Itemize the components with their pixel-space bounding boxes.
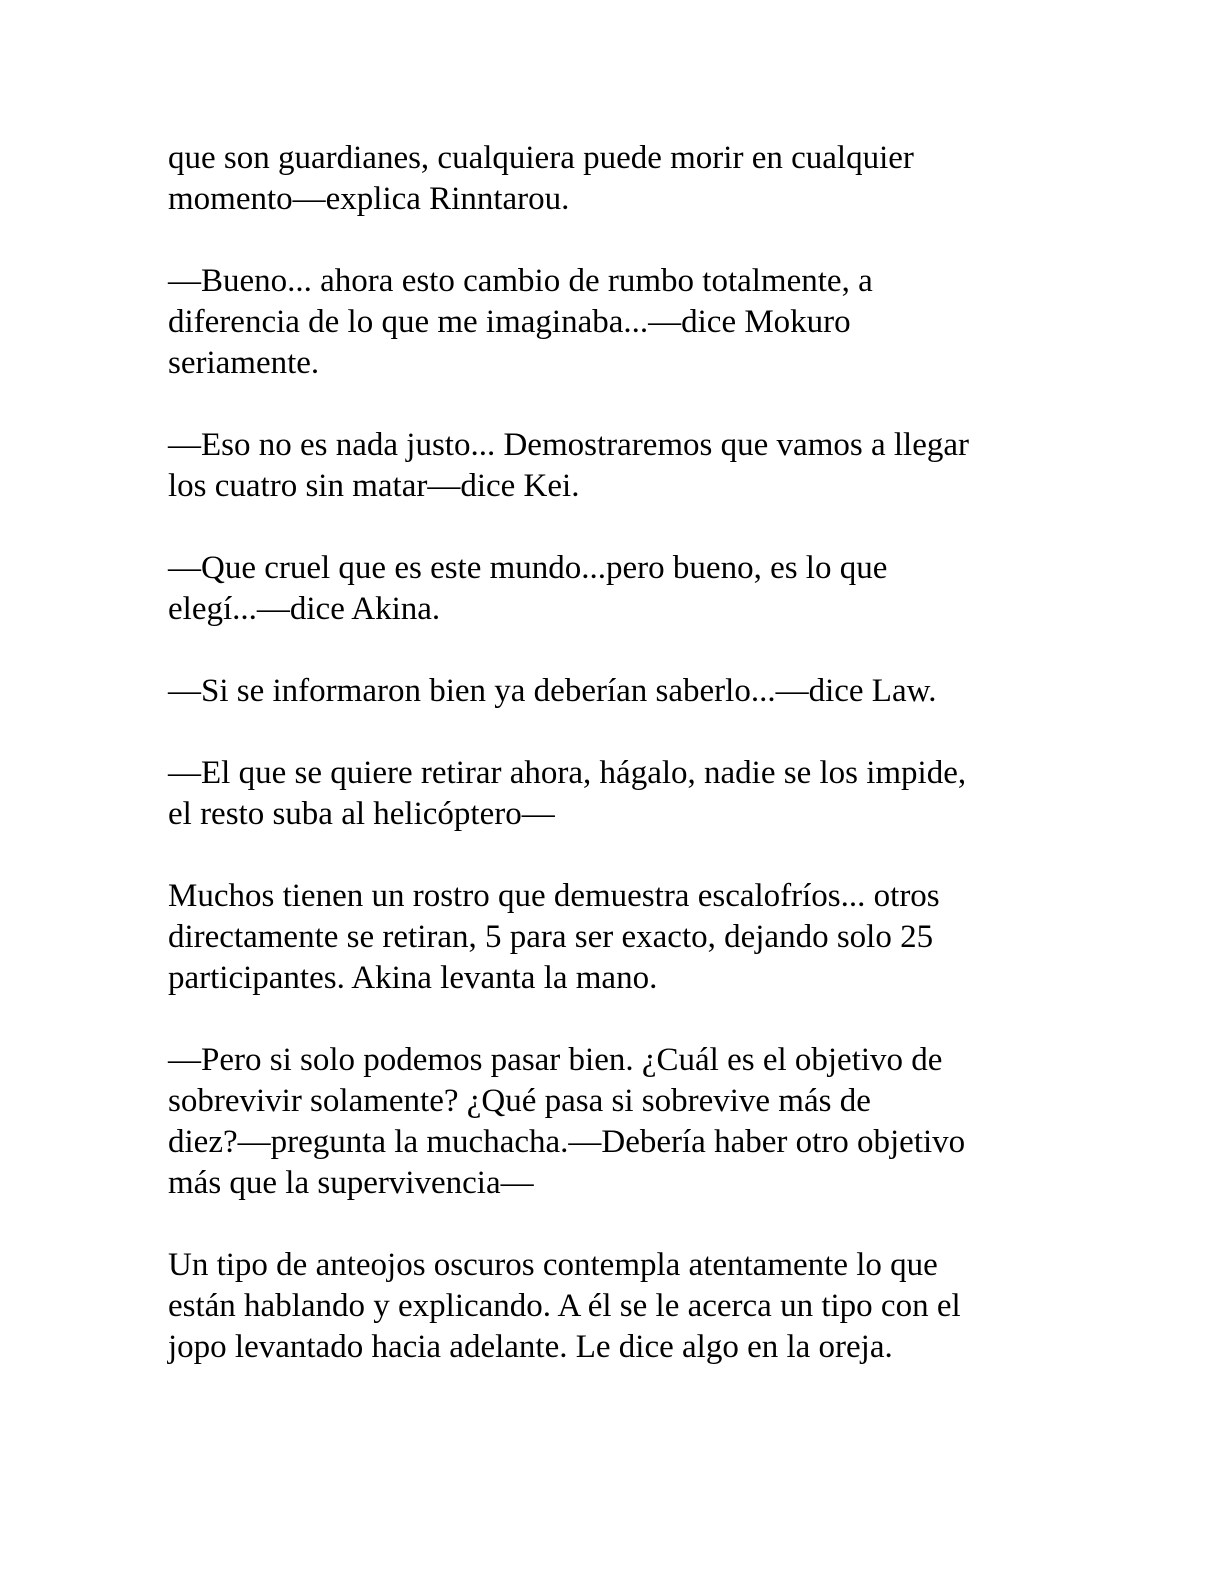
paragraph-5 <box>168 671 1048 712</box>
text-line: elegí...—dice Akina. <box>168 591 441 627</box>
text-line: el resto suba al helicóptero— <box>168 796 555 832</box>
text-line: seriamente. <box>168 345 320 381</box>
text-line: diferencia de lo que me imaginaba...—dice Mokuro <box>168 304 851 340</box>
text-line: —Eso no es nada justo... Demostraremos que vamos a llegar <box>168 427 969 463</box>
text-line: Un tipo de anteojos oscuros contempla atentamente lo que <box>168 1247 938 1283</box>
text-line: jopo levantado hacia adelante. Le dice algo en la oreja. <box>168 1329 893 1365</box>
paragraph-4 <box>168 548 1048 630</box>
paragraph-9 <box>168 1245 1048 1368</box>
text-line: Muchos tienen un rostro que demuestra escalofríos... otros <box>168 878 940 914</box>
text-line: que son guardianes, cualquiera puede morir en cualquier <box>168 140 914 176</box>
text-line: están hablando y explicando. A él se le acerca un tipo con el <box>168 1288 961 1324</box>
text-line: —El que se quiere retirar ahora, hágalo, nadie se los impide, <box>168 755 967 791</box>
document-text-body <box>168 138 1048 1368</box>
text-line: sobrevivir solamente? ¿Qué pasa si sobrevive más de <box>168 1083 871 1119</box>
text-line: —Bueno... ahora esto cambio de rumbo totalmente, a <box>168 263 873 299</box>
text-line: más que la supervivencia— <box>168 1165 534 1201</box>
text-line: diez?—pregunta la muchacha.—Debería haber otro objetivo <box>168 1124 966 1160</box>
paragraph-3 <box>168 425 1048 507</box>
paragraph-7 <box>168 876 1048 999</box>
paragraph-6 <box>168 753 1048 835</box>
text-line: —Pero si solo podemos pasar bien. ¿Cuál es el objetivo de <box>168 1042 943 1078</box>
text-line: los cuatro sin matar—dice Kei. <box>168 468 580 504</box>
text-line: momento—explica Rinntarou. <box>168 181 570 217</box>
paragraph-2 <box>168 261 1048 384</box>
text-line: participantes. Akina levanta la mano. <box>168 960 658 996</box>
text-line: —Si se informaron bien ya deberían saberlo...—dice Law. <box>168 673 937 709</box>
paragraph-1 <box>168 138 1048 220</box>
text-line: directamente se retiran, 5 para ser exacto, dejando solo 25 <box>168 919 934 955</box>
paragraph-8 <box>168 1040 1048 1204</box>
text-line: —Que cruel que es este mundo...pero bueno, es lo que <box>168 550 888 586</box>
